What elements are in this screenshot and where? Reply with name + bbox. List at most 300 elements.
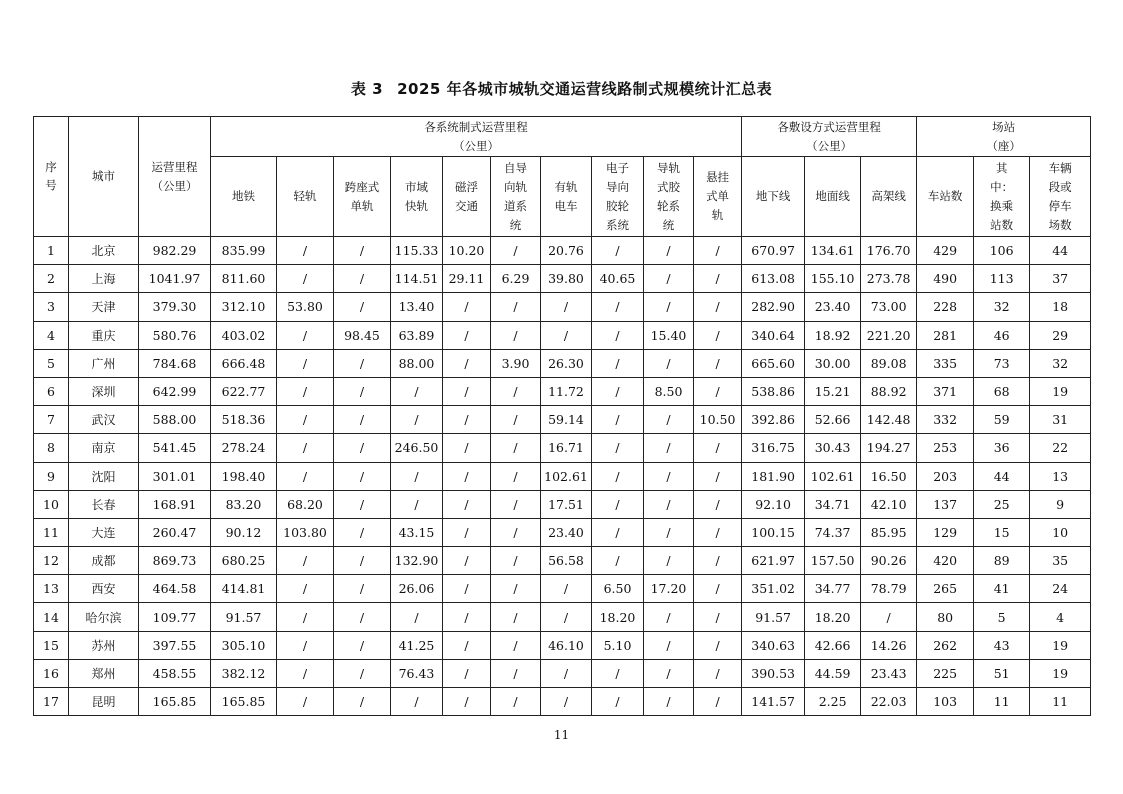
table-cell: 134.61 — [805, 237, 861, 265]
table-cell: 1041.97 — [139, 265, 211, 293]
row-seq: 7 — [34, 406, 69, 434]
table-cell: / — [277, 237, 334, 265]
table-cell: 68.20 — [277, 490, 334, 518]
table-cell: 89 — [974, 547, 1030, 575]
table-cell: / — [491, 321, 541, 349]
table-row — [34, 547, 1091, 575]
table-cell: 35 — [1030, 547, 1091, 575]
table-row — [34, 603, 1091, 631]
row-seq: 10 — [34, 490, 69, 518]
row-seq: 5 — [34, 349, 69, 377]
table-cell: 19 — [1030, 631, 1091, 659]
table-cell: 165.85 — [211, 688, 277, 716]
header-suspended: 悬挂式单轨 — [694, 157, 742, 237]
table-cell: / — [334, 265, 391, 293]
row-seq: 16 — [34, 659, 69, 687]
table-cell: / — [644, 631, 694, 659]
header-ground: 地面线 — [805, 157, 861, 237]
table-cell: 5 — [974, 603, 1030, 631]
table-cell: / — [592, 518, 644, 546]
table-cell: / — [491, 434, 541, 462]
table-cell: / — [644, 406, 694, 434]
table-cell: / — [491, 518, 541, 546]
table-row — [34, 462, 1091, 490]
table-cell: / — [592, 547, 644, 575]
table-cell: / — [592, 293, 644, 321]
table-cell: 982.29 — [139, 237, 211, 265]
table-cell: 2.25 — [805, 688, 861, 716]
table-cell: 46.10 — [541, 631, 592, 659]
table-cell: 89.08 — [861, 349, 917, 377]
table-cell: / — [443, 659, 491, 687]
table-cell: 464.58 — [139, 575, 211, 603]
row-seq: 14 — [34, 603, 69, 631]
table-cell: 92.10 — [742, 490, 805, 518]
row-seq: 11 — [34, 518, 69, 546]
table-cell: / — [443, 434, 491, 462]
table-cell: / — [277, 406, 334, 434]
header-guided-rubber: 导轨式胶轮系统 — [644, 157, 694, 237]
row-city: 上海 — [69, 265, 139, 293]
table-cell: 76.43 — [391, 659, 443, 687]
table-row — [34, 406, 1091, 434]
table-cell: / — [644, 462, 694, 490]
table-cell: 155.10 — [805, 265, 861, 293]
table-cell: 78.79 — [861, 575, 917, 603]
table-cell: / — [491, 603, 541, 631]
header-group-system: 各系统制式运营里程 （公里） — [211, 117, 742, 157]
table-cell: / — [277, 575, 334, 603]
table-cell: 9 — [1030, 490, 1091, 518]
table-cell: 23.40 — [541, 518, 592, 546]
table-cell: / — [391, 490, 443, 518]
table-cell: 670.97 — [742, 237, 805, 265]
table-cell: 490 — [917, 265, 974, 293]
table-row — [34, 377, 1091, 405]
row-seq: 2 — [34, 265, 69, 293]
row-city: 深圳 — [69, 377, 139, 405]
table-cell: 30.00 — [805, 349, 861, 377]
table-cell: / — [277, 349, 334, 377]
table-cell: / — [491, 490, 541, 518]
table-cell: 13 — [1030, 462, 1091, 490]
table-cell: 18.20 — [592, 603, 644, 631]
table-cell: 29.11 — [443, 265, 491, 293]
table-cell: 282.90 — [742, 293, 805, 321]
table-cell: / — [334, 688, 391, 716]
table-cell: / — [334, 490, 391, 518]
table-cell: 26.06 — [391, 575, 443, 603]
table-title — [0, 78, 1123, 99]
table-cell: / — [694, 377, 742, 405]
header-monorail: 跨座式单轨 — [334, 157, 391, 237]
table-cell: 194.27 — [861, 434, 917, 462]
table-cell: 44 — [1030, 237, 1091, 265]
table-cell: / — [541, 688, 592, 716]
table-cell: 88.92 — [861, 377, 917, 405]
table-cell: 811.60 — [211, 265, 277, 293]
row-seq: 13 — [34, 575, 69, 603]
table-cell: 29 — [1030, 321, 1091, 349]
table-cell: 24 — [1030, 575, 1091, 603]
table-cell: 458.55 — [139, 659, 211, 687]
row-city: 沈阳 — [69, 462, 139, 490]
table-cell: 18.20 — [805, 603, 861, 631]
header-mileage: 运营里程（公里） — [139, 117, 211, 237]
table-cell: / — [334, 406, 391, 434]
row-seq: 8 — [34, 434, 69, 462]
table-cell: 253 — [917, 434, 974, 462]
table-cell: 59.14 — [541, 406, 592, 434]
table-cell: / — [694, 631, 742, 659]
table-cell: 403.02 — [211, 321, 277, 349]
table-number: 表 3 — [350, 80, 384, 98]
table-cell: 114.51 — [391, 265, 443, 293]
table-cell: 30.43 — [805, 434, 861, 462]
table-cell: 43 — [974, 631, 1030, 659]
table-cell: / — [491, 293, 541, 321]
table-cell: 260.47 — [139, 518, 211, 546]
table-cell: 13.40 — [391, 293, 443, 321]
table-cell: 869.73 — [139, 547, 211, 575]
row-city: 大连 — [69, 518, 139, 546]
table-cell: 15 — [974, 518, 1030, 546]
table-cell: 16.71 — [541, 434, 592, 462]
header-agt: 自导向轨道系统 — [491, 157, 541, 237]
table-cell: 19 — [1030, 659, 1091, 687]
row-city: 天津 — [69, 293, 139, 321]
header-light-rail: 轻轨 — [277, 157, 334, 237]
table-cell: / — [491, 659, 541, 687]
table-cell: / — [443, 575, 491, 603]
table-cell: 379.30 — [139, 293, 211, 321]
table-cell: 316.75 — [742, 434, 805, 462]
table-cell: 34.71 — [805, 490, 861, 518]
table-row — [34, 321, 1091, 349]
table-cell: / — [592, 434, 644, 462]
header-group-laying: 各敷设方式运营里程 （公里） — [742, 117, 917, 157]
row-seq: 3 — [34, 293, 69, 321]
table-cell: / — [443, 518, 491, 546]
table-cell: 109.77 — [139, 603, 211, 631]
row-city: 哈尔滨 — [69, 603, 139, 631]
table-cell: 835.99 — [211, 237, 277, 265]
table-cell: 16.50 — [861, 462, 917, 490]
table-cell: / — [541, 575, 592, 603]
table-cell: / — [491, 688, 541, 716]
row-city: 重庆 — [69, 321, 139, 349]
table-cell: / — [644, 237, 694, 265]
table-cell: / — [694, 659, 742, 687]
table-title-text: 2025 年各城市城轨交通运营线路制式规模统计汇总表 — [397, 80, 773, 98]
table-cell: 19 — [1030, 377, 1091, 405]
table-cell: / — [391, 688, 443, 716]
table-cell: 228 — [917, 293, 974, 321]
table-cell: / — [443, 603, 491, 631]
table-cell: 10 — [1030, 518, 1091, 546]
table-cell: 103 — [917, 688, 974, 716]
table-cell: / — [694, 434, 742, 462]
table-cell: 414.81 — [211, 575, 277, 603]
summary-table — [33, 116, 1091, 716]
table-cell: / — [277, 377, 334, 405]
table-cell: 580.76 — [139, 321, 211, 349]
table-row — [34, 265, 1091, 293]
table-cell: / — [277, 688, 334, 716]
table-cell: 42.66 — [805, 631, 861, 659]
row-city: 南京 — [69, 434, 139, 462]
table-cell: 85.95 — [861, 518, 917, 546]
table-cell: / — [334, 377, 391, 405]
table-cell: / — [694, 349, 742, 377]
table-cell: 88.00 — [391, 349, 443, 377]
table-cell: / — [277, 321, 334, 349]
table-row — [34, 688, 1091, 716]
table-cell: 18.92 — [805, 321, 861, 349]
table-cell: 22 — [1030, 434, 1091, 462]
table-cell: 20.76 — [541, 237, 592, 265]
row-city: 郑州 — [69, 659, 139, 687]
header-metro: 地铁 — [211, 157, 277, 237]
table-cell: / — [592, 490, 644, 518]
table-cell: / — [443, 688, 491, 716]
table-cell: / — [592, 688, 644, 716]
table-cell: 305.10 — [211, 631, 277, 659]
table-cell: 621.97 — [742, 547, 805, 575]
table-row — [34, 631, 1091, 659]
header-tram: 有轨电车 — [541, 157, 592, 237]
table-cell: 36 — [974, 434, 1030, 462]
table-cell: 102.61 — [805, 462, 861, 490]
header-elevated: 高架线 — [861, 157, 917, 237]
table-cell: 14.26 — [861, 631, 917, 659]
table-cell: 115.33 — [391, 237, 443, 265]
table-cell: 32 — [1030, 349, 1091, 377]
table-cell: 32 — [974, 293, 1030, 321]
table-cell: 541.45 — [139, 434, 211, 462]
table-cell: 397.55 — [139, 631, 211, 659]
table-cell: 11.72 — [541, 377, 592, 405]
table-cell: / — [334, 603, 391, 631]
table-cell: 642.99 — [139, 377, 211, 405]
table-cell: 390.53 — [742, 659, 805, 687]
table-cell: / — [694, 603, 742, 631]
table-cell: / — [391, 406, 443, 434]
table-cell: / — [277, 547, 334, 575]
table-cell: 273.78 — [861, 265, 917, 293]
row-seq: 6 — [34, 377, 69, 405]
table-cell: / — [592, 321, 644, 349]
table-row — [34, 575, 1091, 603]
table-cell: / — [644, 518, 694, 546]
table-cell: 613.08 — [742, 265, 805, 293]
row-city: 昆明 — [69, 688, 139, 716]
table-cell: 44 — [974, 462, 1030, 490]
table-cell: 23.40 — [805, 293, 861, 321]
page-number: 11 — [553, 728, 570, 742]
table-cell: / — [277, 603, 334, 631]
table-cell: 68 — [974, 377, 1030, 405]
table-cell: / — [443, 406, 491, 434]
table-cell: 53.80 — [277, 293, 334, 321]
table-cell: 91.57 — [211, 603, 277, 631]
table-cell: 157.50 — [805, 547, 861, 575]
table-cell: 198.40 — [211, 462, 277, 490]
row-city: 长春 — [69, 490, 139, 518]
table-cell: / — [443, 631, 491, 659]
table-cell: / — [694, 490, 742, 518]
table-cell: 15.40 — [644, 321, 694, 349]
table-cell: 63.89 — [391, 321, 443, 349]
table-cell: / — [644, 603, 694, 631]
table-cell: / — [644, 265, 694, 293]
table-cell: 265 — [917, 575, 974, 603]
table-cell: 46 — [974, 321, 1030, 349]
table-cell: / — [277, 659, 334, 687]
table-cell: 181.90 — [742, 462, 805, 490]
table-row — [34, 349, 1091, 377]
header-group-station: 场站 （座） — [917, 117, 1091, 157]
table-cell: 165.85 — [139, 688, 211, 716]
table-cell: 25 — [974, 490, 1030, 518]
table-cell: / — [592, 377, 644, 405]
table-row — [34, 434, 1091, 462]
table-cell: 666.48 — [211, 349, 277, 377]
table-cell: / — [541, 321, 592, 349]
table-cell: 340.64 — [742, 321, 805, 349]
table-cell: 371 — [917, 377, 974, 405]
table-cell: 281 — [917, 321, 974, 349]
table-cell: 132.90 — [391, 547, 443, 575]
table-cell: / — [592, 659, 644, 687]
table-cell: / — [443, 490, 491, 518]
table-cell: 680.25 — [211, 547, 277, 575]
table-cell: / — [334, 547, 391, 575]
table-cell: 113 — [974, 265, 1030, 293]
table-cell: / — [592, 406, 644, 434]
table-cell: 8.50 — [644, 377, 694, 405]
table-cell: 6.29 — [491, 265, 541, 293]
row-city: 广州 — [69, 349, 139, 377]
table-cell: / — [391, 377, 443, 405]
table-cell: 73.00 — [861, 293, 917, 321]
table-cell: / — [694, 462, 742, 490]
table-cell: / — [277, 265, 334, 293]
header-underground: 地下线 — [742, 157, 805, 237]
table-cell: 4 — [1030, 603, 1091, 631]
table-cell: / — [644, 547, 694, 575]
header-etram: 电子导向胶轮系统 — [592, 157, 644, 237]
table-cell: / — [334, 631, 391, 659]
table-cell: 168.91 — [139, 490, 211, 518]
table-cell: 15.21 — [805, 377, 861, 405]
table-cell: / — [541, 293, 592, 321]
table-cell: / — [644, 434, 694, 462]
table-cell: / — [694, 293, 742, 321]
row-seq: 17 — [34, 688, 69, 716]
table-cell: / — [694, 575, 742, 603]
table-cell: 312.10 — [211, 293, 277, 321]
table-cell: / — [391, 603, 443, 631]
table-cell: 11 — [974, 688, 1030, 716]
row-seq: 9 — [34, 462, 69, 490]
table-cell: 221.20 — [861, 321, 917, 349]
row-city: 北京 — [69, 237, 139, 265]
table-row — [34, 490, 1091, 518]
table-cell: 137 — [917, 490, 974, 518]
table-cell: 34.77 — [805, 575, 861, 603]
table-cell: / — [277, 462, 334, 490]
table-cell: / — [694, 321, 742, 349]
table-cell: 59 — [974, 406, 1030, 434]
table-cell: 5.10 — [592, 631, 644, 659]
table-cell: 176.70 — [861, 237, 917, 265]
table-cell: / — [694, 688, 742, 716]
table-cell: 56.58 — [541, 547, 592, 575]
table-cell: 17.51 — [541, 490, 592, 518]
table-cell: 100.15 — [742, 518, 805, 546]
table-cell: / — [334, 462, 391, 490]
header-city: 城市 — [69, 117, 139, 237]
table-cell: / — [491, 547, 541, 575]
table-cell: / — [334, 434, 391, 462]
table-cell: 18 — [1030, 293, 1091, 321]
header-seq: 序号 — [34, 117, 69, 237]
table-cell: / — [334, 659, 391, 687]
table-cell: 351.02 — [742, 575, 805, 603]
table-cell: 74.37 — [805, 518, 861, 546]
table-cell: / — [644, 293, 694, 321]
table-row — [34, 518, 1091, 546]
table-cell: 622.77 — [211, 377, 277, 405]
table-cell: / — [391, 462, 443, 490]
table-cell: 142.48 — [861, 406, 917, 434]
row-seq: 15 — [34, 631, 69, 659]
table-cell: 10.50 — [694, 406, 742, 434]
table-row — [34, 293, 1091, 321]
table-cell: 392.86 — [742, 406, 805, 434]
table-cell: 90.26 — [861, 547, 917, 575]
table-cell: 44.59 — [805, 659, 861, 687]
table-cell: 665.60 — [742, 349, 805, 377]
table-cell: 103.80 — [277, 518, 334, 546]
table-cell: 17.20 — [644, 575, 694, 603]
table-cell: 420 — [917, 547, 974, 575]
table-cell: 10.20 — [443, 237, 491, 265]
table-cell: / — [694, 518, 742, 546]
table-cell: 83.20 — [211, 490, 277, 518]
table-cell: / — [443, 462, 491, 490]
table-cell: / — [592, 237, 644, 265]
table-cell: 129 — [917, 518, 974, 546]
header-depots: 车辆段或停车场数 — [1030, 157, 1091, 237]
table-cell: 51 — [974, 659, 1030, 687]
table-cell: 588.00 — [139, 406, 211, 434]
table-cell: / — [491, 406, 541, 434]
header-stations: 车站数 — [917, 157, 974, 237]
table-cell: 262 — [917, 631, 974, 659]
table-row — [34, 237, 1091, 265]
table-cell: / — [541, 659, 592, 687]
row-city: 武汉 — [69, 406, 139, 434]
table-cell: 340.63 — [742, 631, 805, 659]
header-suburban: 市域快轨 — [391, 157, 443, 237]
table-cell: 73 — [974, 349, 1030, 377]
table-cell: / — [491, 631, 541, 659]
table-cell: 90.12 — [211, 518, 277, 546]
table-cell: / — [277, 631, 334, 659]
table-cell: 42.10 — [861, 490, 917, 518]
